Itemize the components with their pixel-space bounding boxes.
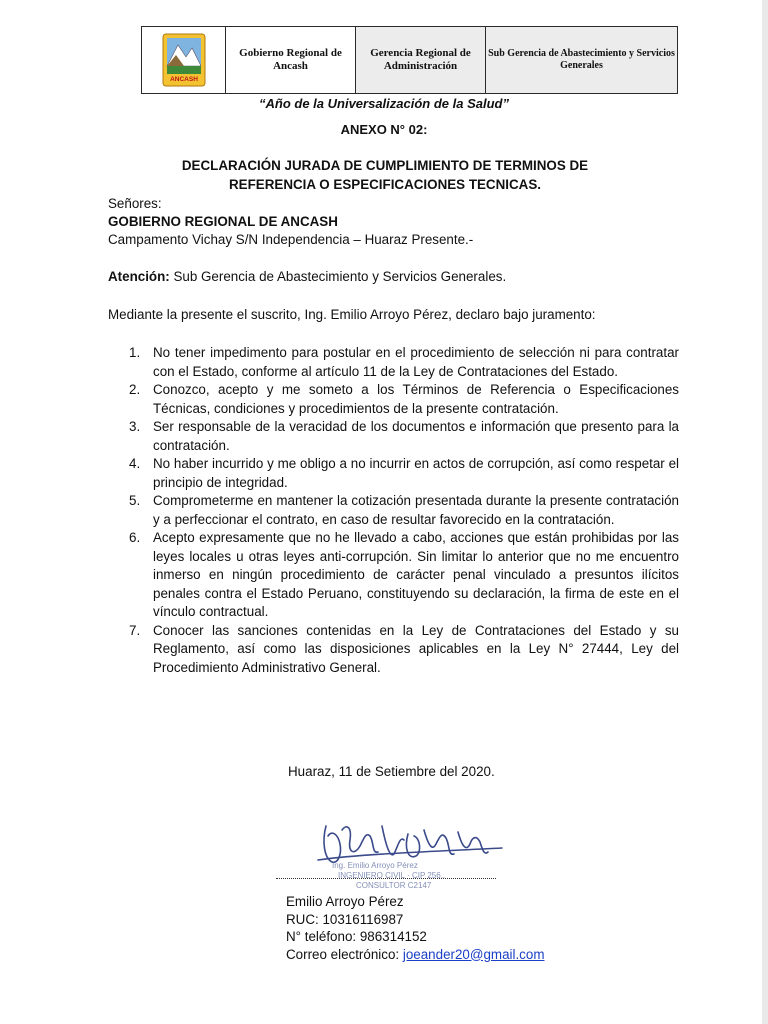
item-text: Ser responsable de la veracidad de los documentos e información que presento para la contratación. [153,419,679,453]
contact-block [286,893,544,963]
intro-paragraph: Mediante la presente el suscrito, Ing. Emilio Arroyo Pérez, declaro bajo juramento: [108,307,596,322]
contact-email-line [286,946,544,964]
page-edge-shadow [762,0,768,1024]
list-item [108,622,679,678]
header-sub-gerencia: Sub Gerencia de Abastecimiento y Servicios Generales [486,27,677,93]
recipient-org: GOBIERNO REGIONAL DE ANCASH [108,214,338,229]
item-number: 7. [129,622,141,638]
header-gerencia-regional: Gerencia Regional de Administración [356,27,486,93]
attention-line [108,268,506,286]
declaration-list [108,344,679,677]
item-number: 3. [129,419,141,434]
recipient-address: Campamento Vichay S/N Independencia – Huaraz Presente.- [108,232,474,247]
contact-name: Emilio Arroyo Pérez [286,894,404,909]
handwritten-signature [312,796,512,896]
item-text: Comprometerme en mantener la cotización presentada durante la presente contratación y a perfeccionar el contrato, en caso de resultar favorecido en la contratación. [153,493,679,527]
list-item [108,381,679,418]
header-gobierno-regional: Gobierno Regional de Ancash [226,27,356,93]
contact-phone: N° teléfono: 986314152 [286,929,427,944]
logo-text: ANCASH [169,76,198,83]
stamp-line-3: CONSULTOR C2147 [356,881,432,890]
year-motto: “Año de la Universalización de la Salud” [259,96,509,111]
list-item [108,344,679,381]
date-line: Huaraz, 11 de Setiembre del 2020. [288,764,495,779]
signature-dotted-line [276,878,496,879]
attention-text: Sub Gerencia de Abastecimiento y Servicios Generales. [169,269,507,284]
stamp-line-1: Ing. Emilio Arroyo Pérez [332,861,418,870]
item-text: Conocer las sanciones contenidas en la Ley de Contrataciones del Estado y su Reglamento, así como las disposiciones aplicables en la Ley N° 27444, Ley del Procedimiento Administrativo General. [153,622,679,675]
item-number: 2. [129,382,141,397]
email-link[interactable]: joeander20@gmail.com [402,946,545,962]
item-text: No tener impedimento para postular en el procedimiento de selección ni para contratar con el Estado, conforme al artículo 11 de la Ley de Contrataciones del Estado. [153,345,679,379]
item-number: 4. [129,456,141,471]
stamp-line-2: INGENIERO CIVIL · CIP 256.. [338,871,446,880]
item-text: Conozco, acepto y me someto a los Términos de Referencia o Especificaciones Técnicas, condiciones y procedimientos de la presente contratación. [153,382,679,416]
email-label: Correo electrónico: [286,946,403,962]
regional-government-logo [162,33,206,87]
list-item [108,492,679,529]
contact-ruc: RUC: 10316116987 [286,911,404,927]
item-number: 5. [129,493,141,508]
item-text: Acepto expresamente que no he llevado a cabo, acciones que están prohibidas por las leyes locales u otras leyes anti-corrupción. Sin limitar lo anterior que no me encuentro inmerso en ningún procedimiento de carácter penal vinculado a presuntos ilícitos penales contra el Estado Peruano, constituyendo su declaración, la firma de este en el vínculo contractual. [153,530,679,619]
annex-title: ANEXO N° 02: [340,122,428,137]
salutation: Señores: [108,196,162,211]
declaration-title: DECLARACIÓN JURADA DE CUMPLIMIENTO DE TERMINOS DE REFERENCIA O ESPECIFICACIONES TECNICAS. [181,158,589,192]
list-item [108,455,679,492]
item-number: 6. [129,530,141,545]
item-number: 1. [129,345,141,360]
list-item [108,418,679,455]
attention-label: Atención: [108,269,170,284]
item-text: No haber incurrido y me obligo a no incurrir en actos de corrupción, así como respetar el principio de integridad. [153,456,679,490]
logo-cell [142,27,226,93]
list-item [108,529,679,622]
header-table [141,26,678,94]
